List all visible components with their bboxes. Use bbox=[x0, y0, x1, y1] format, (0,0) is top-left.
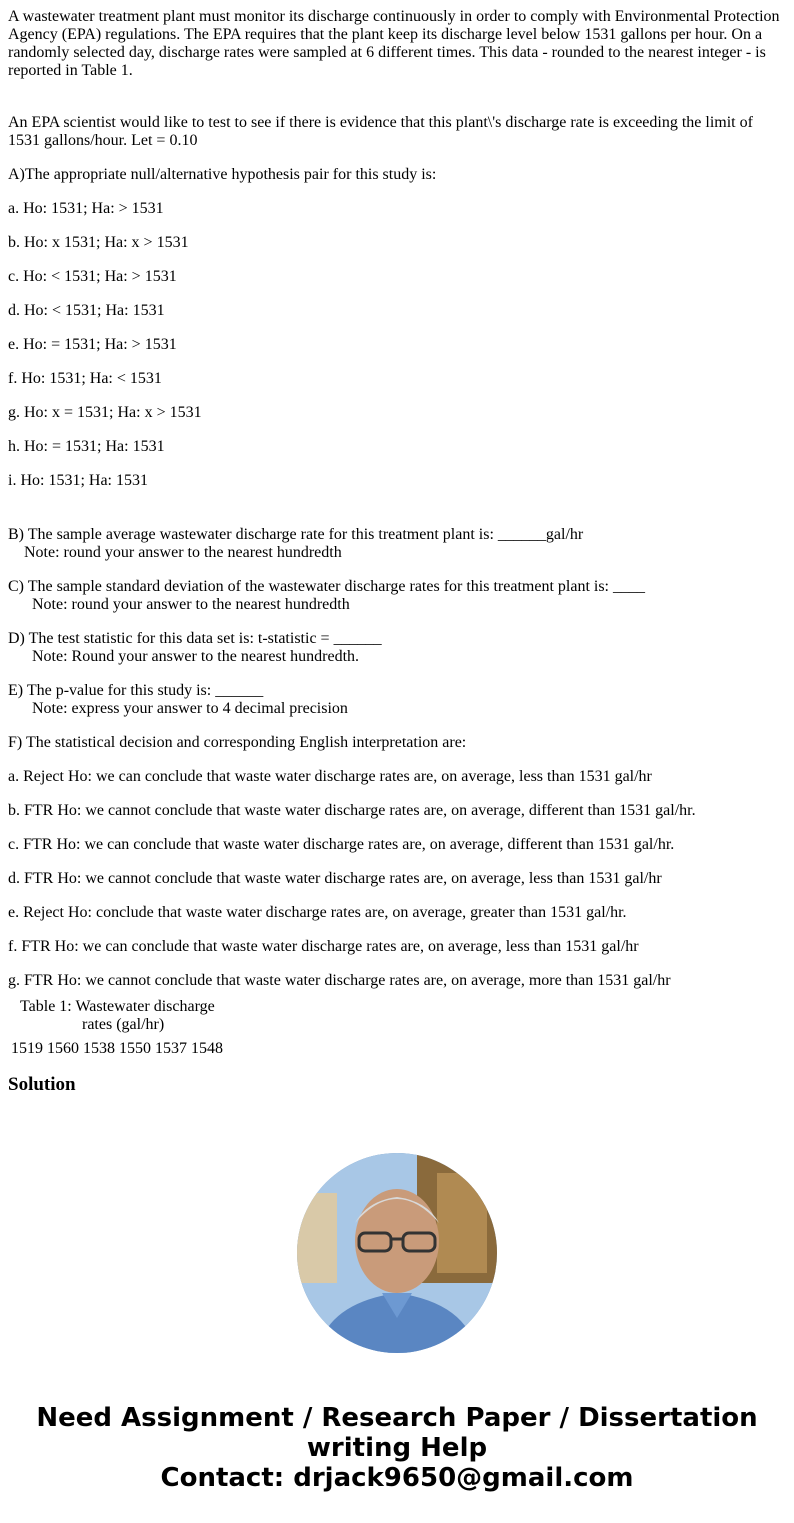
table-cell: 1548 bbox=[191, 1040, 223, 1057]
problem-intro: A wastewater treatment plant must monitor its discharge continuously in order to comply with Environmental Protection Agency (EPA) regulations. The EPA requires that the plant keep its discharge level below 1531 gallons per hour. On a randomly selected day, discharge rates were sampled at 6 different times. This data - rounded to the nearest integer - is reported in Table 1. bbox=[8, 8, 780, 79]
part-a-option-c: c. Ho: < 1531; Ha: > 1531 bbox=[8, 268, 177, 285]
part-f-option-d: d. FTR Ho: we cannot conclude that waste water discharge rates are, on average, less than 1531 gal/hr bbox=[8, 870, 662, 887]
part-a-option-b: b. Ho: x 1531; Ha: x > 1531 bbox=[8, 234, 189, 251]
part-c-note: Note: round your answer to the nearest hundredth bbox=[32, 596, 350, 613]
table-cell: 1537 bbox=[155, 1040, 187, 1057]
part-f-option-b: b. FTR Ho: we cannot conclude that waste water discharge rates are, on average, different than 1531 gal/hr. bbox=[8, 802, 696, 819]
part-b bbox=[8, 526, 786, 562]
part-f-option-e: e. Reject Ho: conclude that waste water discharge rates are, on average, greater than 1531 gal/hr. bbox=[8, 904, 627, 921]
part-c bbox=[8, 578, 786, 614]
table-cell: 1560 bbox=[47, 1040, 79, 1057]
part-e-note: Note: express your answer to 4 decimal precision bbox=[32, 700, 348, 717]
part-a-option-d: d. Ho: < 1531; Ha: 1531 bbox=[8, 302, 165, 319]
part-d-note: Note: Round your answer to the nearest hundredth. bbox=[32, 648, 360, 665]
table-row bbox=[8, 1040, 786, 1058]
part-f-option-c: c. FTR Ho: we can conclude that waste water discharge rates are, on average, different than 1531 gal/hr. bbox=[8, 836, 675, 853]
table-cell: 1550 bbox=[119, 1040, 151, 1057]
part-b-question: B) The sample average wastewater discharge rate for this treatment plant is: ______gal/hr bbox=[8, 526, 584, 543]
table-caption-line2: rates (gal/hr) bbox=[82, 1016, 165, 1033]
table-cell: 1538 bbox=[83, 1040, 115, 1057]
promo-line2: writing Help bbox=[306, 1433, 488, 1463]
table-caption bbox=[8, 998, 234, 1034]
part-b-note: Note: round your answer to the nearest hundredth bbox=[24, 544, 342, 561]
portrait-image bbox=[297, 1153, 497, 1353]
promo-contact: Contact: drjack9650@gmail.com bbox=[160, 1463, 634, 1493]
solution-heading: Solution bbox=[8, 1074, 76, 1095]
part-d bbox=[8, 630, 786, 666]
promo-banner bbox=[0, 1403, 794, 1493]
part-c-question: C) The sample standard deviation of the wastewater discharge rates for this treatment plant is: ____ bbox=[8, 578, 645, 595]
part-e-question: E) The p-value for this study is: ______ bbox=[8, 682, 264, 699]
part-f-heading: F) The statistical decision and corresponding English interpretation are: bbox=[8, 734, 467, 751]
part-e bbox=[8, 682, 786, 718]
part-a-option-h: h. Ho: = 1531; Ha: 1531 bbox=[8, 438, 165, 455]
promo-line1: Need Assignment / Research Paper / Dissertation bbox=[36, 1403, 758, 1433]
data-table bbox=[8, 998, 786, 1058]
part-a-option-e: e. Ho: = 1531; Ha: > 1531 bbox=[8, 336, 177, 353]
table-caption-line1: Table 1: Wastewater discharge bbox=[20, 998, 215, 1015]
part-a-option-f: f. Ho: 1531; Ha: < 1531 bbox=[8, 370, 162, 387]
part-d-question: D) The test statistic for this data set is: t-statistic = ______ bbox=[8, 630, 382, 647]
part-f-option-a: a. Reject Ho: we can conclude that waste water discharge rates are, on average, less than 1531 gal/hr bbox=[8, 768, 652, 785]
author-photo bbox=[297, 1153, 497, 1353]
part-f-option-g: g. FTR Ho: we cannot conclude that waste water discharge rates are, on average, more than 1531 gal/hr bbox=[8, 972, 671, 989]
part-a-heading: A)The appropriate null/alternative hypothesis pair for this study is: bbox=[8, 166, 437, 183]
part-f-option-f: f. FTR Ho: we can conclude that waste water discharge rates are, on average, less than 1531 gal/hr bbox=[8, 938, 639, 955]
part-a-option-g: g. Ho: x = 1531; Ha: x > 1531 bbox=[8, 404, 202, 421]
part-a-option-i: i. Ho: 1531; Ha: 1531 bbox=[8, 472, 148, 489]
question-intro: An EPA scientist would like to test to see if there is evidence that this plant\'s discharge rate is exceeding the limit of 1531 gallons/hour. Let = 0.10 bbox=[8, 114, 753, 149]
part-a-option-a: a. Ho: 1531; Ha: > 1531 bbox=[8, 200, 164, 217]
table-cell: 1519 bbox=[11, 1040, 43, 1057]
